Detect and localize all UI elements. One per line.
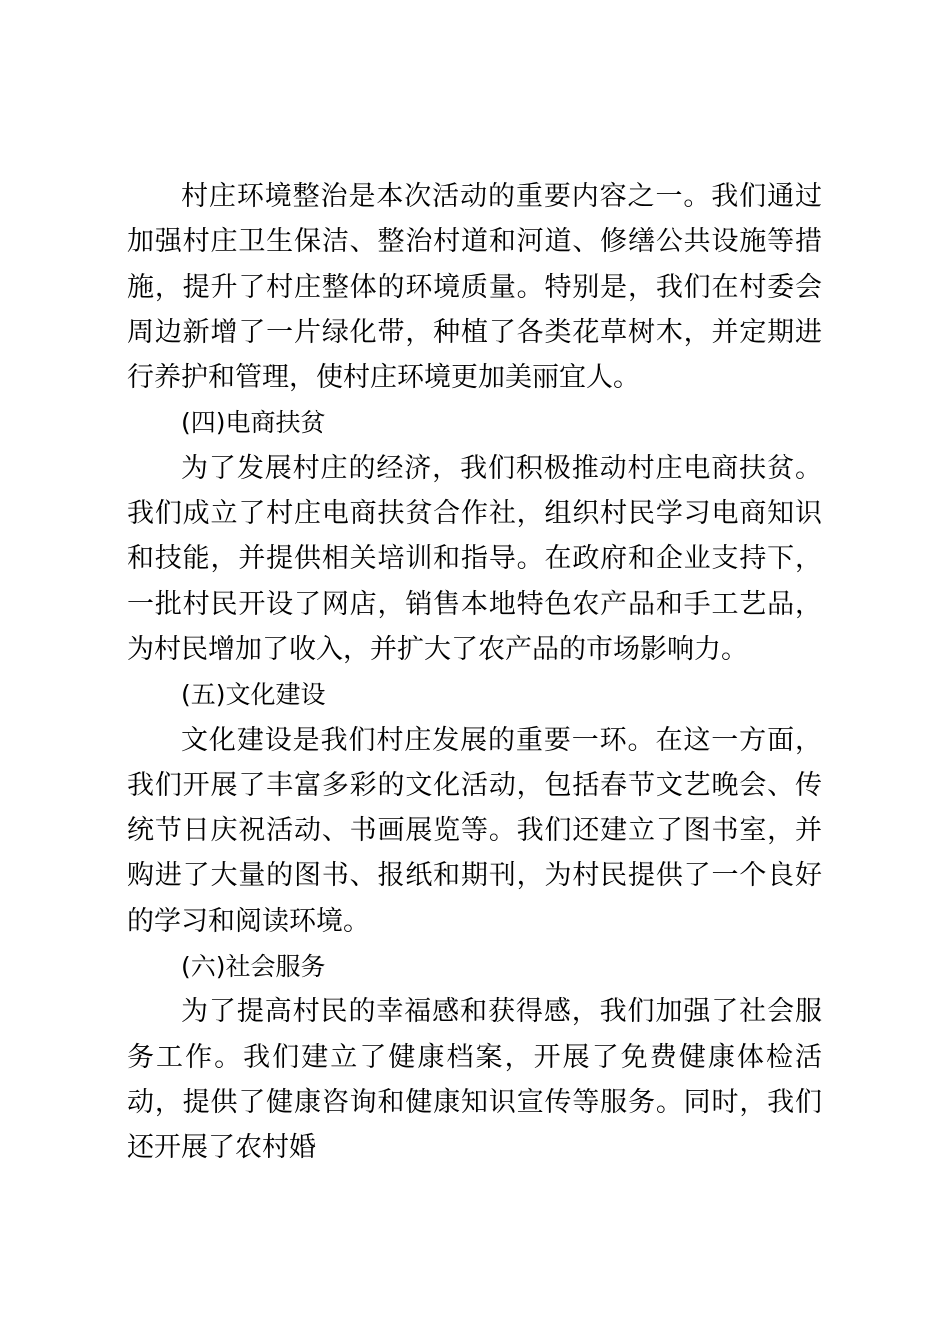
document-body <box>127 174 822 1171</box>
paragraph-culture: 文化建设是我们村庄发展的重要一环。在这一方面，我们开展了丰富多彩的文化活动，包括春节文艺晚会、传统节日庆祝活动、书画展览等。我们还建立了图书室，并购进了大量的图书、报纸和期刊，为村民提供了一个良好的学习和阅读环境。 <box>127 724 822 937</box>
heading-social-service: (六)社会服务 <box>181 952 326 982</box>
paragraph-social-service: 为了提高村民的幸福感和获得感，我们加强了社会服务工作。我们建立了健康档案，开展了免费健康体检活动，提供了健康咨询和健康知识宣传等服务。同时，我们还开展了农村婚 <box>127 996 822 1164</box>
heading-ecommerce: (四)电商扶贫 <box>181 408 326 438</box>
heading-culture: (五)文化建设 <box>181 680 326 710</box>
paragraph-environment: 村庄环境整治是本次活动的重要内容之一。我们通过加强村庄卫生保洁、整治村道和河道、修缮公共设施等措施，提升了村庄整体的环境质量。特别是，我们在村委会周边新增了一片绿化带，种植了各类花草树木，并定期进行养护和管理，使村庄环境更加美丽宜人。 <box>127 181 822 394</box>
paragraph-ecommerce: 为了发展村庄的经济，我们积极推动村庄电商扶贫。我们成立了村庄电商扶贫合作社，组织村民学习电商知识和技能，并提供相关培训和指导。在政府和企业支持下，一批村民开设了网店，销售本地特色农产品和手工艺品，为村民增加了收入，并扩大了农产品的市场影响力。 <box>127 452 822 665</box>
